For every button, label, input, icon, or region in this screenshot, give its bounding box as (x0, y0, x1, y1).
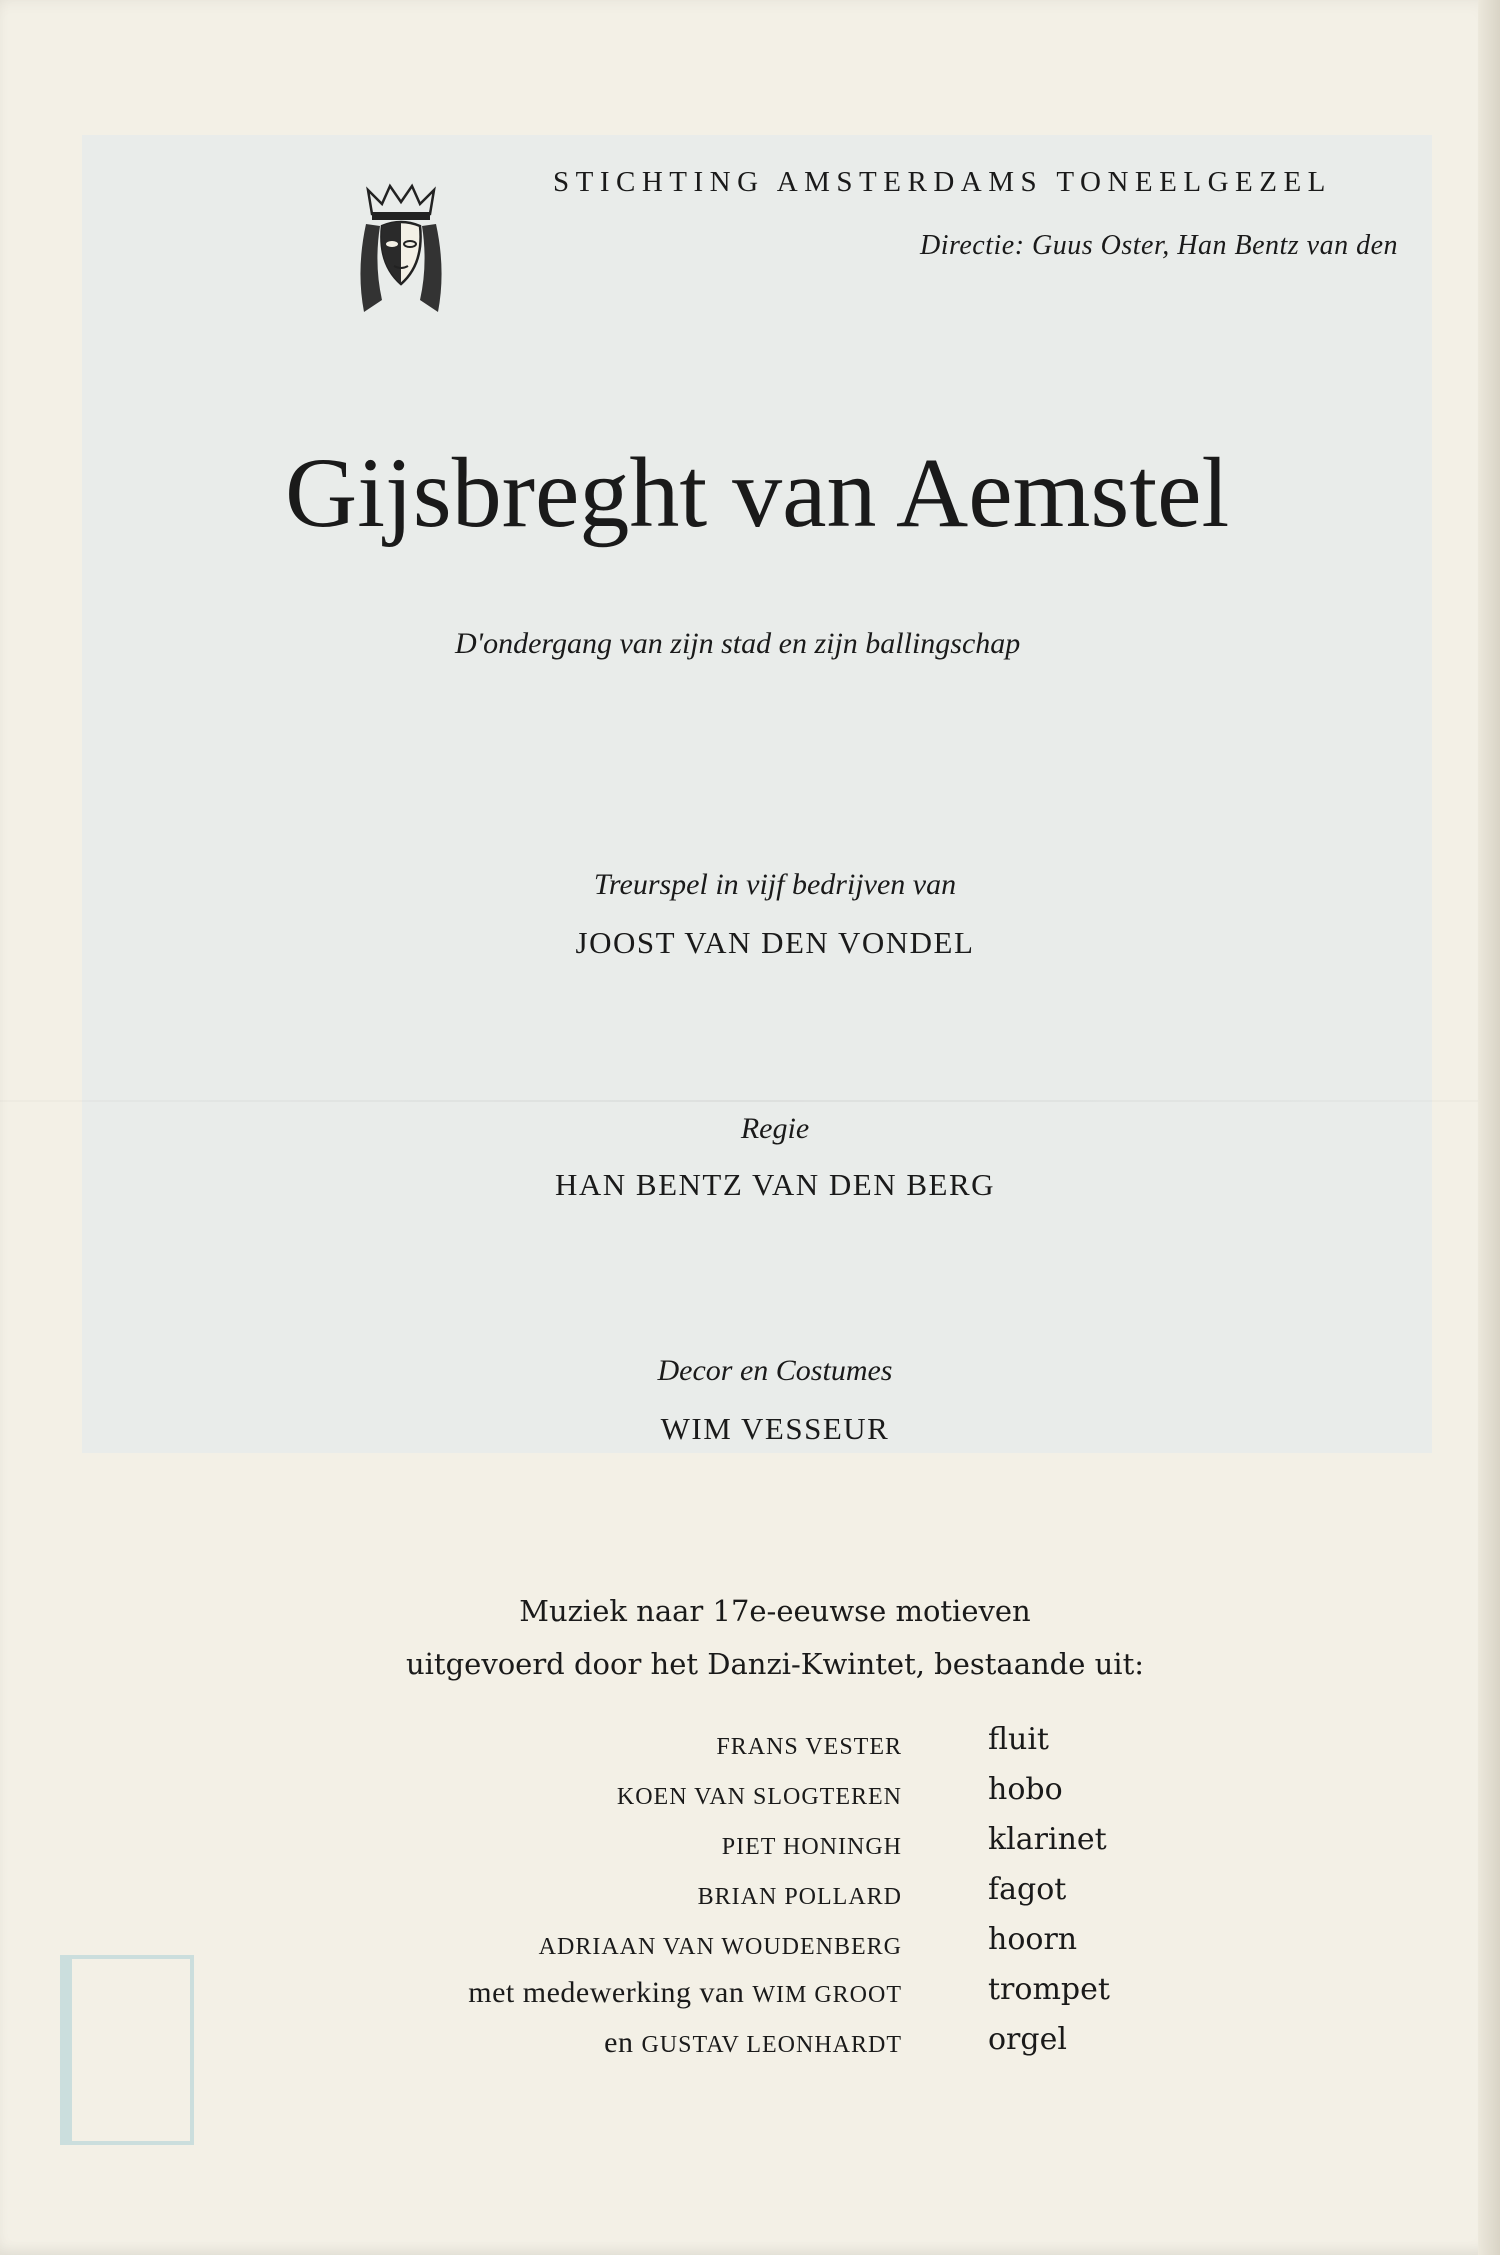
credit-person-design: WIM VESSEUR (660, 1411, 890, 1446)
member-name-3: PIET HONINGH (721, 1834, 902, 1860)
member-instrument-2: hobo (988, 1772, 1063, 1807)
directie-line: Directie: Guus Oster, Han Bentz van den (920, 230, 1399, 261)
credit-role-design: Decor en Costumes (657, 1354, 893, 1387)
member-instrument-3: klarinet (988, 1822, 1107, 1857)
credit-person-author: JOOST VAN DEN VONDEL (575, 925, 975, 960)
member-instrument-7: orgel (988, 2022, 1067, 2057)
theatre-mask-crest-icon (352, 180, 450, 320)
member-instrument-4: fagot (988, 1872, 1067, 1907)
play-subtitle: D'ondergang van zijn stad en zijn ballingschap (455, 627, 1021, 660)
member-instrument-1: fluit (988, 1722, 1049, 1757)
library-stamp (60, 1955, 194, 2145)
member-name-4: BRIAN POLLARD (697, 1884, 902, 1910)
member-name-2: KOEN VAN SLOGTEREN (616, 1784, 902, 1810)
member-name-7: en GUSTAV LEONHARDT (604, 2026, 902, 2059)
credit-role-author: Treurspel in vijf bedrijven van (593, 868, 957, 901)
music-line-2: uitgevoerd door het Danzi-Kwintet, bestaande uit: (405, 1647, 1144, 1681)
paper-fold-line (0, 1100, 1500, 1102)
organization-name: STICHTING AMSTERDAMS TONEELGEZEL (553, 166, 1332, 198)
play-title: Gijsbreght van Aemstel (285, 437, 1230, 548)
background-print-tint (82, 135, 1432, 1453)
member-name-6: met medewerking van WIM GROOT (468, 1976, 902, 2009)
credit-role-director: Regie (740, 1112, 810, 1145)
member-name-1: FRANS VESTER (716, 1734, 902, 1760)
music-line-1: Muziek naar 17e-eeuwse motieven (519, 1594, 1031, 1628)
member-name-5: ADRIAAN VAN WOUDENBERG (538, 1934, 902, 1960)
member-instrument-5: hoorn (988, 1922, 1078, 1957)
member-instrument-6: trompet (988, 1972, 1110, 2007)
credit-person-director: HAN BENTZ VAN DEN BERG (554, 1167, 996, 1202)
